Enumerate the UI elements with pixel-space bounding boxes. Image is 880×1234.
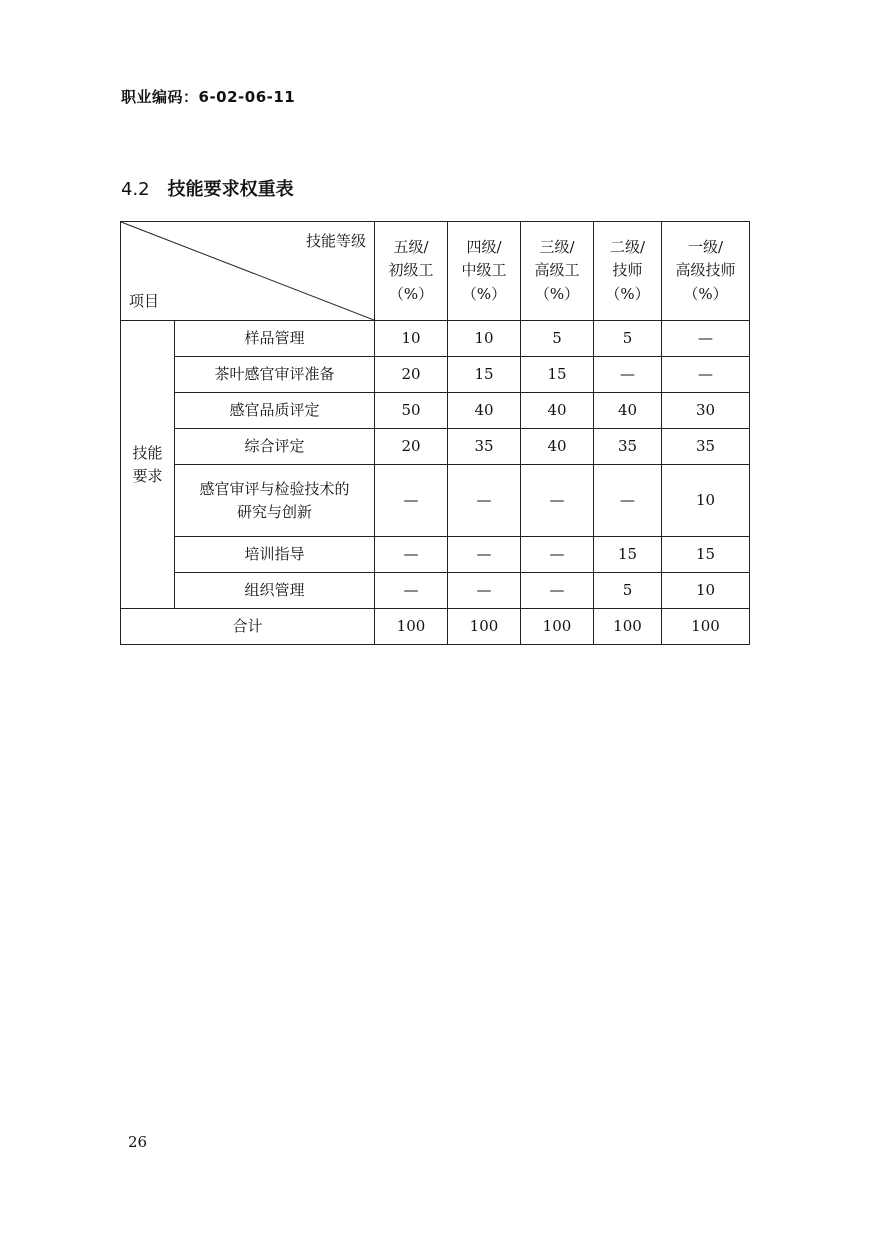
- value-cell: 10: [662, 465, 750, 537]
- total-value-cell: 100: [594, 609, 662, 645]
- value-cell: —: [594, 357, 662, 393]
- value-cell: 35: [662, 429, 750, 465]
- table-row: [121, 573, 750, 609]
- page-number: 26: [128, 1133, 148, 1151]
- item-cell: 样品管理: [175, 321, 375, 357]
- value-cell: 35: [594, 429, 662, 465]
- value-cell: 5: [594, 321, 662, 357]
- value-cell: —: [521, 465, 594, 537]
- table-row: [121, 429, 750, 465]
- value-cell: —: [521, 537, 594, 573]
- group-label-skill-requirements: 技能 要求: [121, 321, 175, 609]
- item-cell: 组织管理: [175, 573, 375, 609]
- total-value-cell: 100: [375, 609, 448, 645]
- value-cell: 15: [521, 357, 594, 393]
- total-label: 合计: [121, 609, 375, 645]
- value-cell: —: [375, 537, 448, 573]
- value-cell: 5: [594, 573, 662, 609]
- table-row: [121, 393, 750, 429]
- value-cell: —: [448, 465, 521, 537]
- total-value-cell: 100: [448, 609, 521, 645]
- level-header-3: 三级/ 高级工 （%）: [521, 222, 594, 321]
- item-cell: 感官审评与检验技术的 研究与创新: [175, 465, 375, 537]
- section-title-text: 技能要求权重表: [167, 179, 294, 200]
- item-cell: 感官品质评定: [175, 393, 375, 429]
- section-number: 4.2: [121, 179, 150, 200]
- total-value-cell: 100: [521, 609, 594, 645]
- level-header-2: 二级/ 技师 （%）: [594, 222, 662, 321]
- level-header-5: 五级/ 初级工 （%）: [375, 222, 448, 321]
- value-cell: 5: [521, 321, 594, 357]
- table-row: [121, 465, 750, 537]
- value-cell: 15: [448, 357, 521, 393]
- corner-label-level: 技能等级: [305, 232, 366, 250]
- value-cell: 10: [375, 321, 448, 357]
- corner-label-item: 项目: [129, 291, 160, 310]
- value-cell: —: [521, 573, 594, 609]
- item-cell: 茶叶感官审评准备: [175, 357, 375, 393]
- item-cell: 综合评定: [175, 429, 375, 465]
- value-cell: —: [375, 573, 448, 609]
- corner-header-cell: [121, 222, 375, 321]
- value-cell: 40: [521, 393, 594, 429]
- value-cell: 50: [375, 393, 448, 429]
- value-cell: —: [662, 321, 750, 357]
- value-cell: 40: [448, 393, 521, 429]
- value-cell: —: [448, 573, 521, 609]
- value-cell: 20: [375, 429, 448, 465]
- occupation-code: 职业编码：6-02-06-11: [121, 88, 296, 106]
- value-cell: 35: [448, 429, 521, 465]
- table-row: [121, 357, 750, 393]
- value-cell: —: [662, 357, 750, 393]
- table-row: [121, 537, 750, 573]
- item-cell: 培训指导: [175, 537, 375, 573]
- value-cell: 15: [594, 537, 662, 573]
- value-cell: —: [375, 465, 448, 537]
- skill-weight-table: [120, 221, 750, 645]
- value-cell: —: [594, 465, 662, 537]
- value-cell: 40: [521, 429, 594, 465]
- value-cell: 20: [375, 357, 448, 393]
- level-header-4: 四级/ 中级工 （%）: [448, 222, 521, 321]
- level-header-1: 一级/ 高级技师 （%）: [662, 222, 750, 321]
- value-cell: 10: [662, 573, 750, 609]
- value-cell: 10: [448, 321, 521, 357]
- section-title: [121, 175, 294, 201]
- table-total-row: [121, 609, 750, 645]
- value-cell: 30: [662, 393, 750, 429]
- value-cell: 40: [594, 393, 662, 429]
- table-header-row: [121, 222, 750, 321]
- table-row: [121, 321, 750, 357]
- value-cell: —: [448, 537, 521, 573]
- value-cell: 15: [662, 537, 750, 573]
- total-value-cell: 100: [662, 609, 750, 645]
